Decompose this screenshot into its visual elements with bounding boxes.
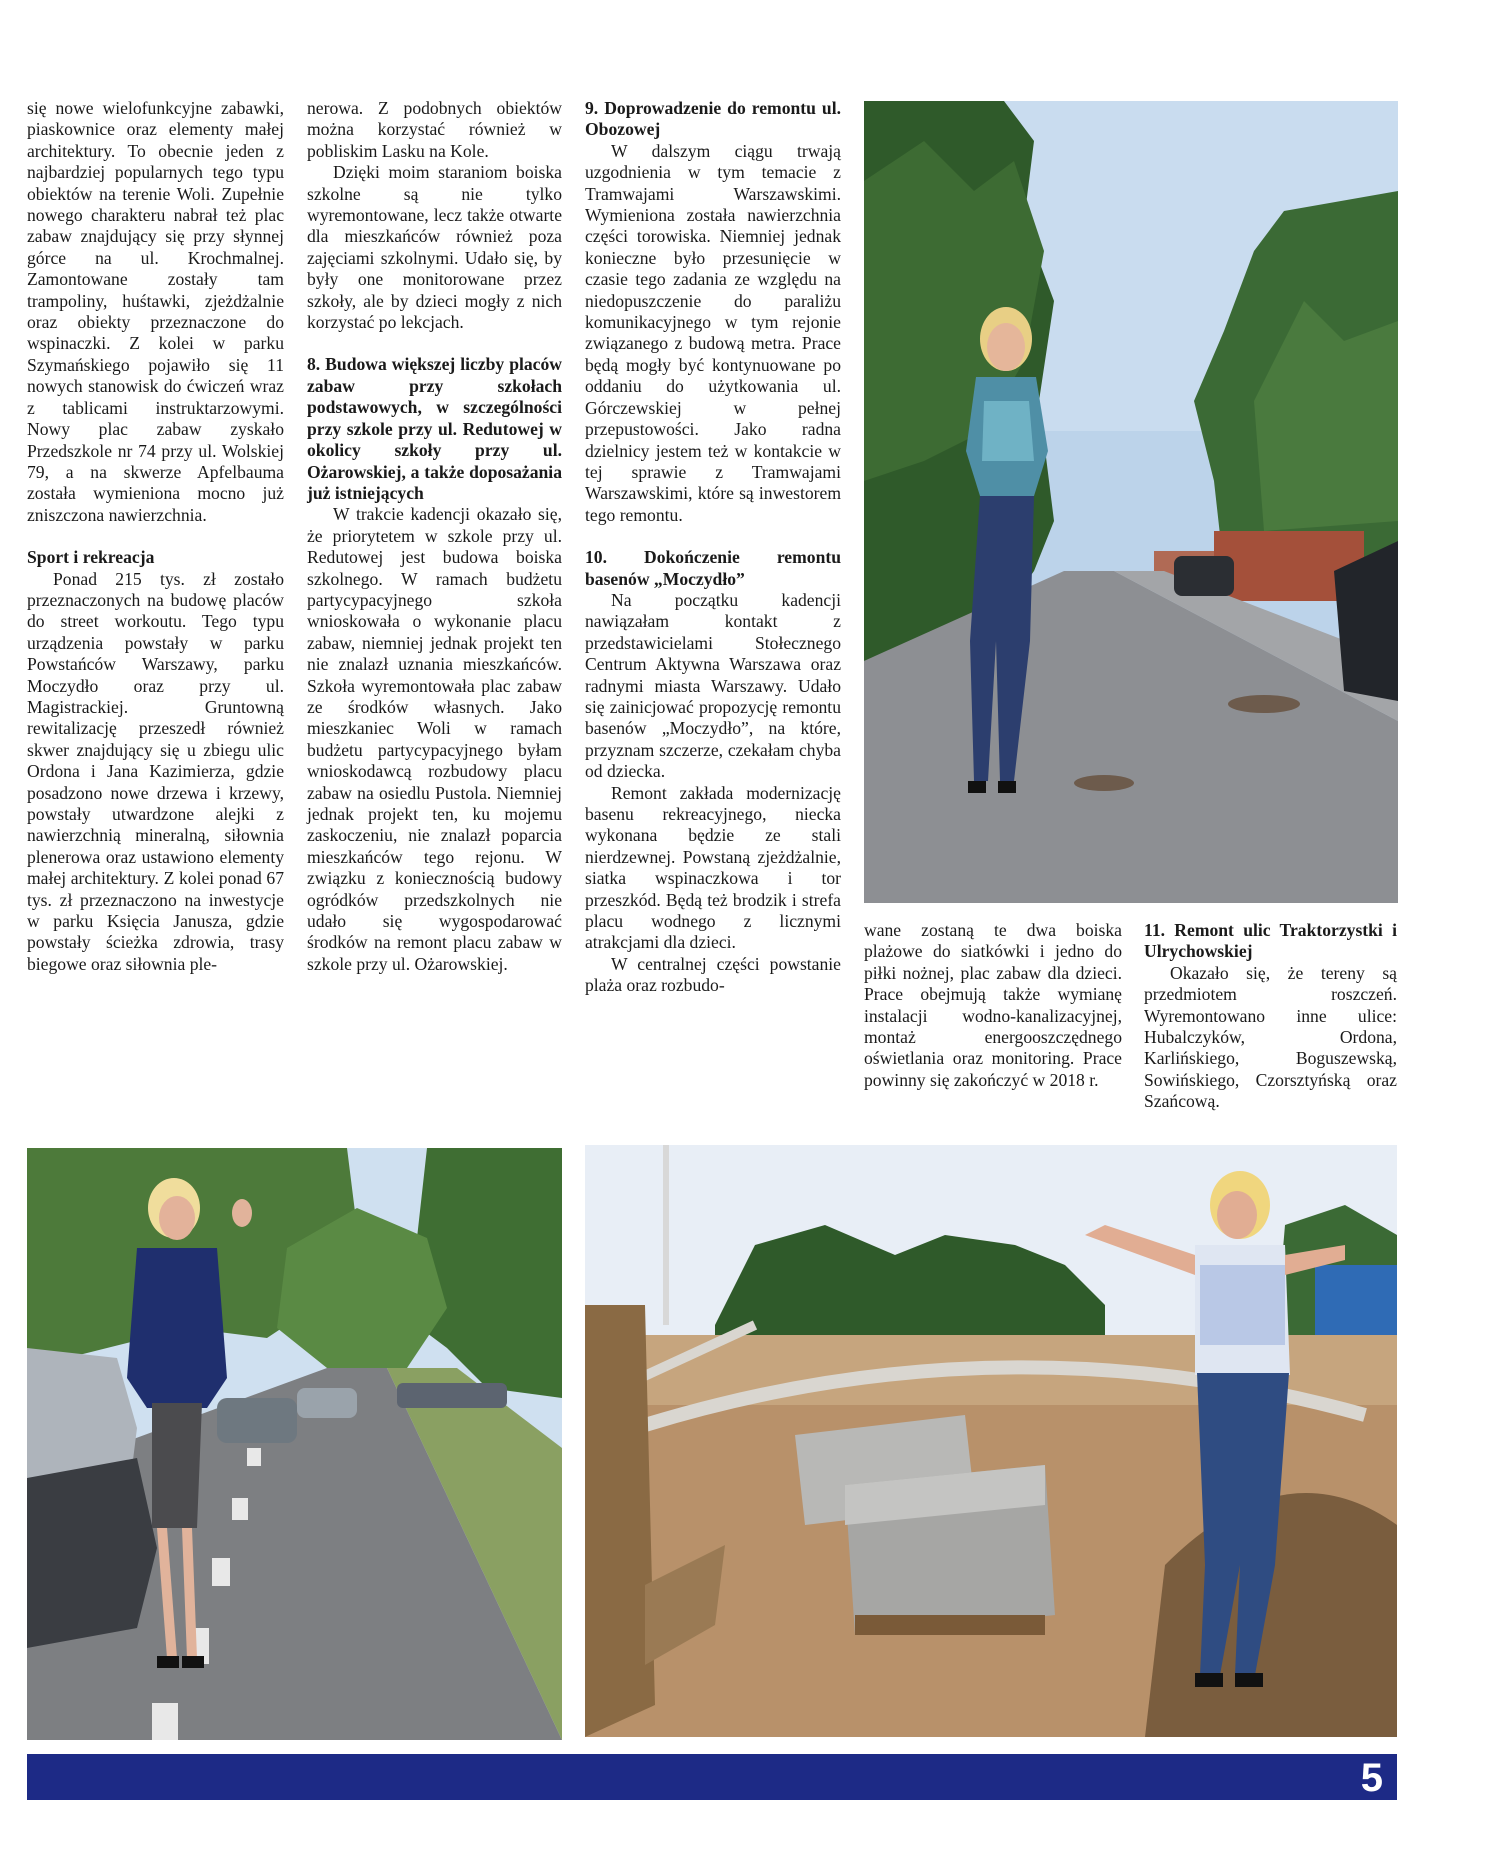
section-heading-11: 11. Remont ulic Traktorzystki i Ulrychowskiej	[1144, 920, 1397, 962]
paragraph: W trakcie kadencji okazało się, że priorytetem w szkole przy ul. Redutowej jest budowa boiska szkolnego. W ramach budżetu partycypacyjnego szkoła wnioskowała o wykonanie placu zabaw, niemniej jednak projekt ten nie znalazł uznania mieszkańców. Szkoła wyremontowała plac zabaw ze środków własnych. Jako mieszkaniec Woli w ramach budżetu partycypacyjnego byłam wnioskodawcą rozbudowy placu zabaw na osiedlu Pustola. Niemniej jednak projekt ten, ku mojemu zaskoczeniu, nie znalazł poparcia mieszkańców tego rejonu. W związku z koniecznością budowy ogródków przedszkolnych nie udało się wygospodarować środków na remont placu zabaw w szkole przy ul. Ożarowskiej.	[307, 504, 562, 974]
text-column-4	[864, 920, 1122, 1091]
section-heading-8: 8. Budowa większej liczby placów zabaw przy szkołach podstawowych, w szczególności przy szkole przy ul. Redutowej w okolicy szkoły przy ul. Ożarowskiej, a także doposażania już istniejących	[307, 354, 562, 503]
paragraph: Remont zakłada modernizację basenu rekreacyjnego, niecka wykonana będzie ze stali nierdzewnej. Powstaną zjeżdżalnie, siatka wspinaczkowa i tor przeszkód. Będą też brodzik i strefa placu wodnego z licznymi atrakcjami dla dzieci.	[585, 782, 841, 953]
paragraph: Okazało się, że tereny są przedmiotem roszczeń. Wyremontowano inne ulice: Hubalczyków, Ordona, Karlińskiego, Boguszewską, Sowińskiego, Czorsztyńską oraz Szańcową.	[1144, 962, 1397, 1112]
text-column-5	[1144, 920, 1397, 1113]
footer-bar	[27, 1754, 1397, 1800]
section-heading-sport: Sport i rekreacja	[27, 547, 155, 568]
photo-street-woman	[864, 101, 1398, 903]
paragraph: Ponad 215 tys. zł zostało przeznaczonych na budowę placów do street workoutu. Tego typu urządzenia powstały w parku Powstańców Warszawy, parku Moczydło oraz przy ul. Magistrackiej. Gruntowną rewitalizację przeszedł również skwer znajdujący się u zbiegu ulic Ordona i Jana Kazimierza, gdzie posadzono nowe drzewa i krzewy, powstały utwardzone alejki z nawierzchnią mineralną, siłownia plenerowa oraz ustawiono elementy małej architektury. Z kolei ponad 67 tys. zł przeznaczono na inwestycje w parku Księcia Janusza, gdzie powstały ścieżka zdrowia, trasy biegowe oraz siłownia ple-	[27, 568, 284, 974]
photo-road-thumbs-up	[27, 1148, 562, 1740]
text-column-1	[27, 98, 284, 975]
paragraph: wane zostaną te dwa boiska plażowe do siatkówki i jedno do piłki nożnej, plac zabaw dla dzieci. Prace obejmują także wymianę instalacji wodno-kanalizacyjnej, montaż energooszczędnego oświetlania oraz monitoring. Prace powinny się zakończyć w 2018 r.	[864, 920, 1122, 1090]
paragraph: się nowe wielofunkcyjne zabawki, piaskownice oraz elementy małej architektury. To obecnie jeden z najbardziej popularnych tego typu obiektów na terenie Woli. Zupełnie nowego charakteru nabrał też plac zabaw znajdujący się przy słynnej górce na ul. Krochmalnej. Zamontowane zostały tam trampoliny, huśtawki, zjeżdżalnie oraz obiekty przeznaczone do wspinaczki. Z kolei w parku Szymańskiego pojawiło się 11 nowych stanowisk do ćwiczeń wraz z tablicami instruktarzowymi. Nowy plac zabaw zyskało Przedszkole nr 74 przy ul. Wolskiej 79, a na skwerze Apfelbauma została wymieniona mocno już zniszczona nawierzchnia.	[27, 98, 284, 525]
paragraph: W centralnej części powstanie plaża oraz rozbudo-	[585, 953, 841, 996]
paragraph: W dalszym ciągu trwają uzgodnienia w tym temacie z Tramwajami Warszawskimi. Wymieniona została nawierzchnia części torowiska. Niemniej jednak konieczne było przesunięcie w czasie tego zadania ze względu na niedopuszczenie do paraliżu komunikacyjnego w tym rejonie związanego z budową metra. Prace będą mogły być kontynuowane po oddaniu do użytkowania ul. Górczewskiej w pełnej przepustowości. Jako radna dzielnicy jestem też w kontakcie w tej sprawie z Tramwajami Warszawskimi, które są inwestorem tego remontu.	[585, 140, 841, 525]
section-heading-9: 9. Doprowadzenie do remontu ul. Obozowej	[585, 98, 841, 140]
section-heading-10: 10. Dokończenie remontu basenów „Moczydło”	[585, 547, 841, 589]
paragraph: Na początku kadencji nawiązałam kontakt z przedstawicielami Stołecznego Centrum Aktywna Warszawa oraz radnymi miasta Warszawy. Udało się zainicjować propozycję remontu basenów „Moczydło”, na które, przyznam szczerze, czekałam chyba od dziecka.	[585, 589, 841, 782]
text-column-2	[307, 98, 562, 975]
paragraph: Dzięki moim staraniom boiska szkolne są nie tylko wyremontowane, lecz także otwarte dla mieszkańców również poza zajęciami szkolnymi. Udało się, by były one monitorowane przez szkoły, ale by dzieci mogły z nich korzystać po lekcjach.	[307, 162, 562, 333]
text-column-3	[585, 98, 841, 997]
page-number: 5	[1360, 1756, 1383, 1800]
paragraph: nerowa. Z podobnych obiektów można korzystać również w pobliskim Lasku na Kole.	[307, 98, 562, 161]
photo-construction-site	[585, 1145, 1397, 1737]
